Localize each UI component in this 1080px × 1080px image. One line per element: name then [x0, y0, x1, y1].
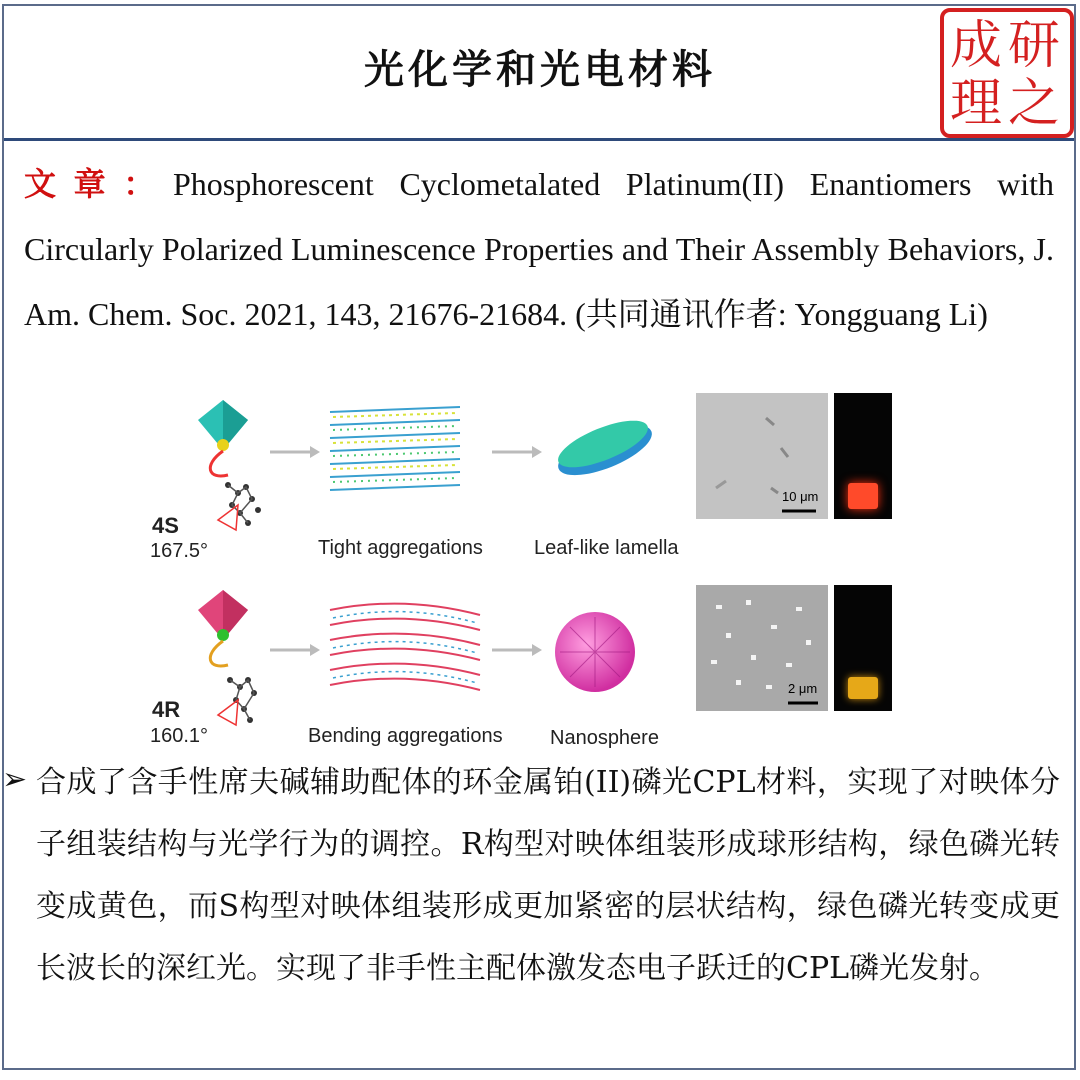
angle-4s-label: 167.5° [150, 540, 209, 562]
nanosphere-diagram [550, 607, 640, 697]
arrow-bullet-icon: ➢ [2, 762, 28, 797]
arrow-icon [492, 445, 542, 459]
vial-4s-photo [834, 393, 892, 519]
article-citation [24, 152, 1054, 347]
angle-4r-label: 160.1° [150, 725, 209, 747]
molecule-4s-diagram [188, 395, 298, 540]
sem-image-4r [696, 585, 828, 711]
seal-logo: 成 研 理 之 [940, 8, 1074, 138]
scale-bar-4r: 2 μm [788, 681, 818, 696]
compound-4r-label: 4R [152, 697, 181, 722]
arrow-icon [270, 445, 320, 459]
page-title: 光化学和光电材料 [364, 46, 716, 93]
article-label: 文章： [24, 166, 173, 202]
article-text: Phosphorescent Cyclometalated Platinum(II) Enantiomers with Circularly Polarized Luminescence Properties and Their Assembly Behaviors, J. Am. Chem. Soc. 2021, 143, 21676-21684. (共同通讯作者: Yongguang Li) [24, 166, 1054, 332]
arrow-icon [492, 643, 542, 657]
morphology-4s-label: Leaf-like lamella [534, 537, 679, 559]
tight-aggregation-diagram [325, 397, 465, 507]
sem-image-4s [696, 393, 828, 519]
summary-text: 合成了含手性席夫碱辅助配体的环金属铂(II)磷光CPL材料，实现了对映体分子组装结构与光学行为的调控。R构型对映体组装形成球形结构，绿色磷光转变成黄色，而S构型对映体组装形成更加紧密的层状结构，绿色磷光转变成更长波长的深红光。实现了非手性主配体激发态电子跃迁的CPL磷光发射。 [36, 765, 1060, 986]
compound-4s-label: 4S [152, 513, 179, 538]
scale-bar-4s: 10 μm [782, 489, 819, 504]
molecule-4r-diagram [188, 585, 298, 745]
vial-4r-photo [834, 585, 892, 711]
aggregation-4r-label: Bending aggregations [308, 725, 503, 747]
bending-aggregation-diagram [325, 590, 485, 710]
arrow-icon [270, 643, 320, 657]
figure-panel [110, 385, 910, 755]
leaf-lamella-diagram [550, 410, 660, 480]
aggregation-4s-label: Tight aggregations [318, 537, 483, 559]
morphology-4r-label: Nanosphere [550, 727, 659, 749]
